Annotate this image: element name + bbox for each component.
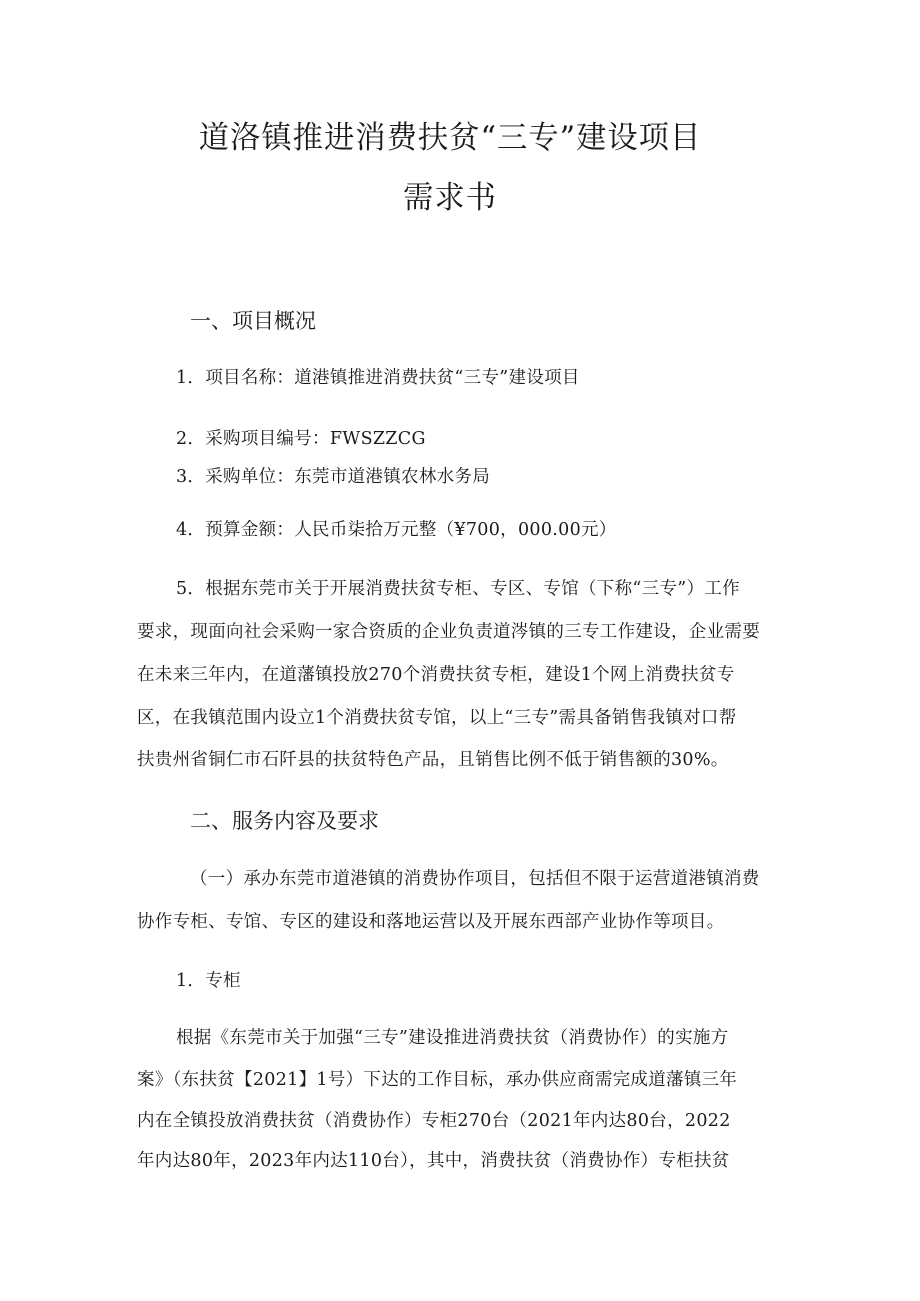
para1-line: （一）承办东莞市道港镇的消费协作项目，包括但不限于运营道港镇消费 [190,869,760,889]
section2-heading: 二、服务内容及要求 [190,809,379,833]
para2-line: 根据《东莞市关于加强“三专”建设推进消费扶贫（消费协作）的实施方 [176,1028,729,1048]
para2-line: 案》（东扶贫【2021】1号）下达的工作目标，承办供应商需完成道藩镇三年 [137,1070,738,1090]
item5-line: 扶贵州省铜仁市石阡县的扶贫特色产品，且销售比例不低于销售额的30%。 [137,750,729,770]
item5-line: 要求，现面向社会采购一家合资质的企业负责道涔镇的三专工作建设，企业需要 [137,622,760,642]
sub-heading-counter: 1．专柜 [176,971,241,991]
item5-line: 在未来三年内，在道藩镇投放270个消费扶贫专柜，建设1个网上消费扶贫专 [137,665,735,685]
item5-line: 5．根据东莞市关于开展消费扶贫专柜、专区、专馆（下称“三专”）工作 [176,579,740,599]
document-title: 道洛镇推进消费扶贫“三专”建设项目 [198,120,702,156]
para2-line: 年内达80年，2023年内达110台），其中，消费扶贫（消费协作）专柜扶贫 [137,1151,730,1171]
item5-line: 区，在我镇范围内设立1个消费扶贫专馆，以上“三专”需具备销售我镇对口帮 [137,708,737,728]
document-subtitle: 需求书 [403,180,497,216]
item-purchasing-unit: 3．采购单位：东莞市道港镇农林水务局 [176,467,491,487]
section1-heading: 一、项目概况 [190,309,316,333]
para2-line: 内在全镇投放消费扶贫（消费协作）专柜270台（2021年内达80台，2022 [137,1111,731,1131]
item-project-number: 2．采购项目编号：FWSZZCG [176,429,426,449]
para1-line: 协作专柜、专馆、专区的建设和落地运营以及开展东西部产业协作等项目。 [137,912,725,932]
item-project-name: 1．项目名称：道港镇推进消费扶贫“三专”建设项目 [176,368,580,388]
item-budget: 4．预算金额：人民币柒拾万元整（¥700，000.00元） [176,520,617,540]
